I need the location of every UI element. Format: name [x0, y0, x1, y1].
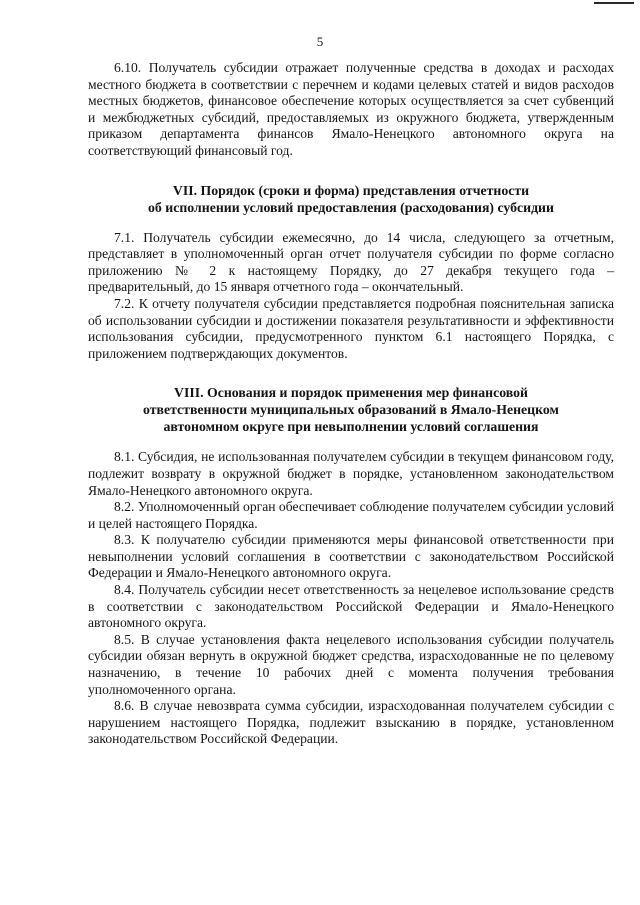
paragraph-8-1: 8.1. Субсидия, не использованная получателем субсидии в текущем финансовом году, подлежит возврату в окружной бюджет в порядке, установленном законодательством Ямало-Ненецкого автономного округа. — [88, 449, 614, 498]
page-number: 5 — [316, 34, 324, 49]
section-7-heading-line: об исполнении условий предоставления (расходования) субсидии — [148, 199, 554, 215]
corner-scan-mark — [594, 2, 634, 4]
paragraph-8-3: 8.3. К получателю субсидии применяются меры финансовой ответственности при невыполнении условий соглашения в соответствии с законодательством Российской Федерации и Ямало-Ненецкого автономного округа. — [88, 532, 614, 581]
paragraph-8-6: 8.6. В случае невозврата сумма субсидии, израсходованная получателем субсидии с нарушением настоящего Порядка, подлежит взысканию в порядке, установленном законодательством Российской Федерации. — [88, 698, 614, 747]
paragraph-7-1: 7.1. Получатель субсидии ежемесячно, до 14 числа, следующего за отчетным, представляет в уполномоченный орган отчет получателя субсидии по форме согласно приложению № 2 к настоящему Порядку, до 27 декабря текущего года – предварительный, до 15 января отчетного года – окончательный. — [88, 229, 614, 295]
paragraph-6-10: 6.10. Получатель субсидии отражает полученные средства в доходах и расходах местного бюджета в соответствии с перечнем и кодами целевых статей и видов расходов местных бюджетов, финансовое обеспечение которых осуществляется за счет субвенций и межбюджетных субсидий, предоставляемых из окружного бюджета, утвержденным приказом департамента финансов Ямало-Ненецкого автономного округа на соответствующий финансовый год. — [88, 60, 614, 158]
section-7-heading — [88, 182, 614, 216]
paragraph-8-4: 8.4. Получатель субсидии несет ответственность за нецелевое использование средств в соответствии с законодательством Российской Федерации и Ямало-Ненецкого автономного округа. — [88, 582, 614, 631]
section-8-heading — [88, 384, 614, 435]
section-8-heading-line: VIII. Основания и порядок применения мер финансовой — [174, 385, 528, 401]
paragraph-7-2: 7.2. К отчету получателя субсидии представляется подробная пояснительная записка об использовании субсидии и достижении показателя результативности и эффективности использования субсидии, предусмотренного пунктом 6.1 настоящего Порядка, с приложением подтверждающих документов. — [88, 295, 614, 361]
document-body — [88, 60, 614, 748]
section-7-heading-line: VII. Порядок (сроки и форма) представления отчетности — [172, 182, 530, 198]
paragraph-8-5: 8.5. В случае установления факта нецелевого использования субсидии получатель субсидии обязан вернуть в окружной бюджет средства, израсходованные не по целевому назначению, в течение 10 рабочих дней с момента получения требования уполномоченного органа. — [88, 631, 614, 697]
section-8-heading-line: ответственности муниципальных образований в Ямало-Ненецком — [143, 402, 559, 418]
section-8-heading-line: автономном округе при невыполнении условий соглашения — [163, 419, 539, 435]
paragraph-8-2: 8.2. Уполномоченный орган обеспечивает соблюдение получателем субсидии условий и целей настоящего Порядка. — [88, 499, 614, 531]
